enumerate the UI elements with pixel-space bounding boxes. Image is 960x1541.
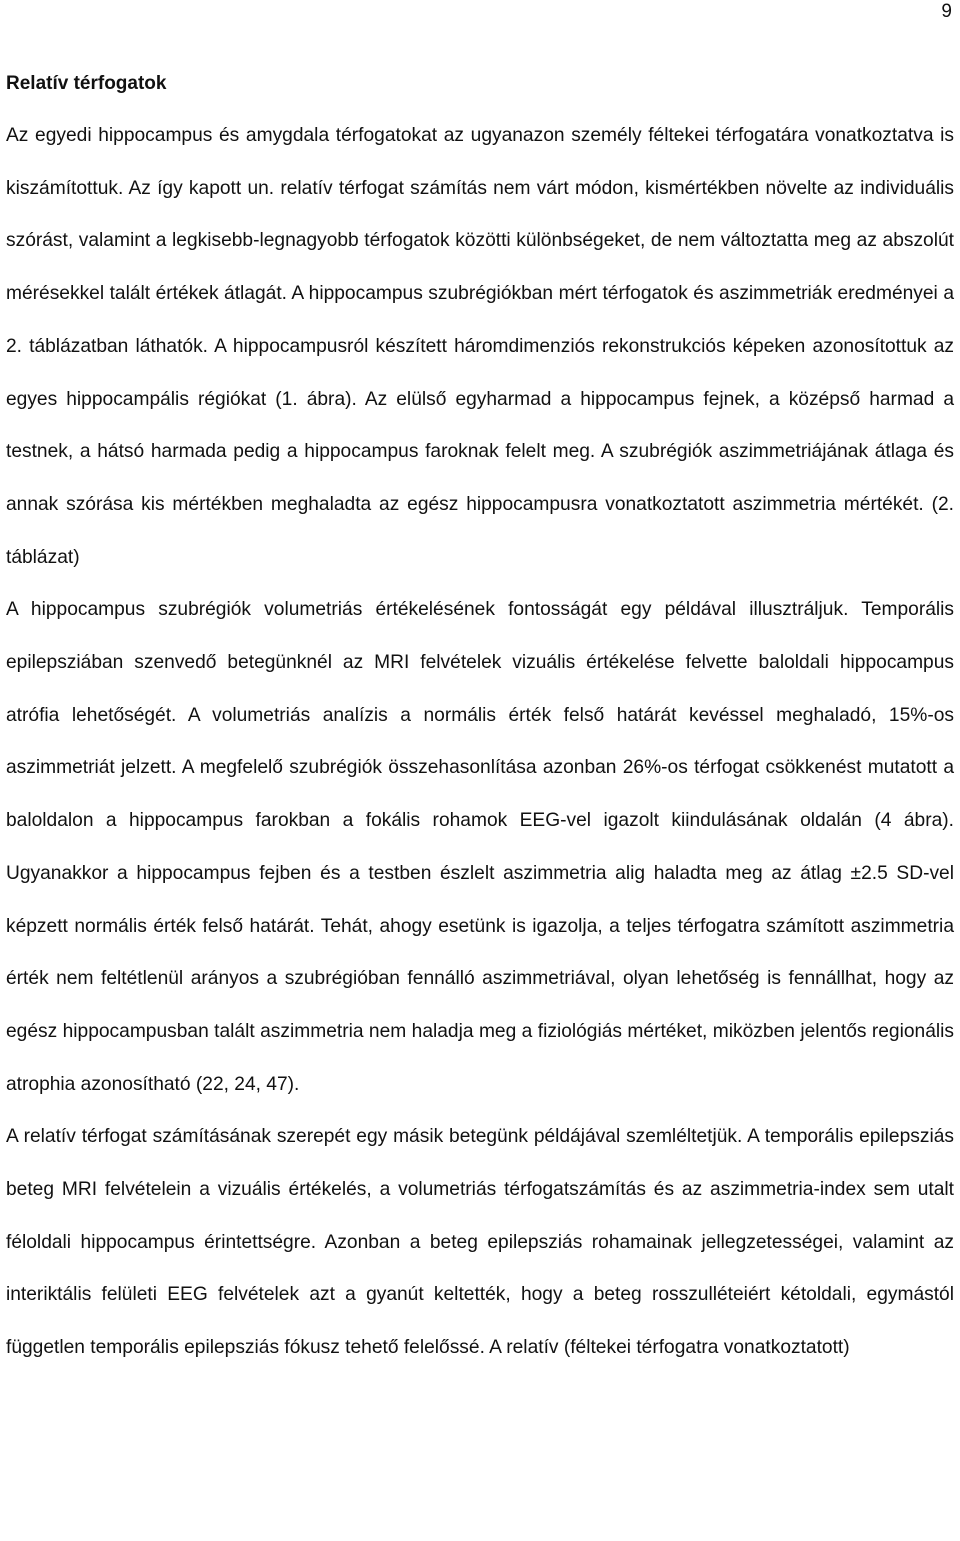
section-heading: Relatív térfogatok: [6, 73, 167, 94]
document-body: [6, 58, 954, 1375]
paragraph-subregion-example: A hippocampus szubrégiók volumetriás értékelésének fontosságát egy példával illusztráljuk. Temporális epilepsziában szenvedő betegünknél az MRI felvételek vizuális értékelése felvette baloldali hippocampus atrófia lehetőségét. A volumetriás analízis a normális érték felső határát kevéssel meghaladó, 15%-os aszimmetriát jelzett. A megfelelő szubrégiók összehasonlítása azonban 26%-os térfogat csökkenést mutatott a baloldalon a hippocampus farokban a fokális rohamok EEG-vel igazolt kiindulásának oldalán (4 ábra). Ugyanakkor a hippocampus fejben és a testben észlelt aszimmetria alig haladta meg az átlag ±2.5 SD-vel képzett normális érték felső határát. Tehát, ahogy esetünk is igazolja, a teljes térfogatra számított aszimmetria érték nem feltétlenül arányos a szubrégióban fennálló aszimmetriával, olyan lehetőség is fennállhat, hogy az egész hippocampusban talált aszimmetria nem haladja meg a fiziológiás mértéket, miközben jelentős regionális atrophia azonosítható (22, 24, 47).: [6, 599, 954, 1095]
paragraph-relative-volumes: Az egyedi hippocampus és amygdala térfogatokat az ugyanazon személy féltekei térfogatára vonatkoztatva is kiszámítottuk. Az így kapott un. relatív térfogat számítás nem várt módon, kismértékben növelte az individuális szórást, valamint a legkisebb-legnagyobb térfogatok közötti különbségeket, de nem változtatta meg az abszolút mérésekkel talált értékek átlagát. A hippocampus szubrégiókban mért térfogatok és aszimmetriák eredményei a 2. táblázatban láthatók. A hippocampusról készített háromdimenziós rekonstrukciós képeken azonosítottuk az egyes hippocampális régiókat (1. ábra). Az elülső egyharmad a hippocampus fejnek, a középső harmad a testnek, a hátsó harmada pedig a hippocampus faroknak felelt meg. A szubrégiók aszimmetriájának átlaga és annak szórása kis mértékben meghaladta az egész hippocampusra vonatkoztatott aszimmetria mértékét. (2. táblázat): [6, 125, 954, 568]
paragraph-relative-volume-case: A relatív térfogat számításának szerepét egy másik betegünk példájával szemléltetjük. A temporális epilepsziás beteg MRI felvételein a vizuális értékelés, a volumetriás térfogatszámítás és az aszimmetria-index sem utalt féloldali hippocampus érintettségre. Azonban a beteg epilepsziás rohamainak jellegzetességei, valamint az interiktális felületi EEG felvételek azt a gyanút keltették, hogy a beteg rosszulléteiért kétoldali, egymástól független temporális epilepsziás fókusz tehető felelőssé. A relatív (féltekei térfogatra vonatkoztatott): [6, 1126, 954, 1359]
page-number: 9: [941, 1, 952, 22]
